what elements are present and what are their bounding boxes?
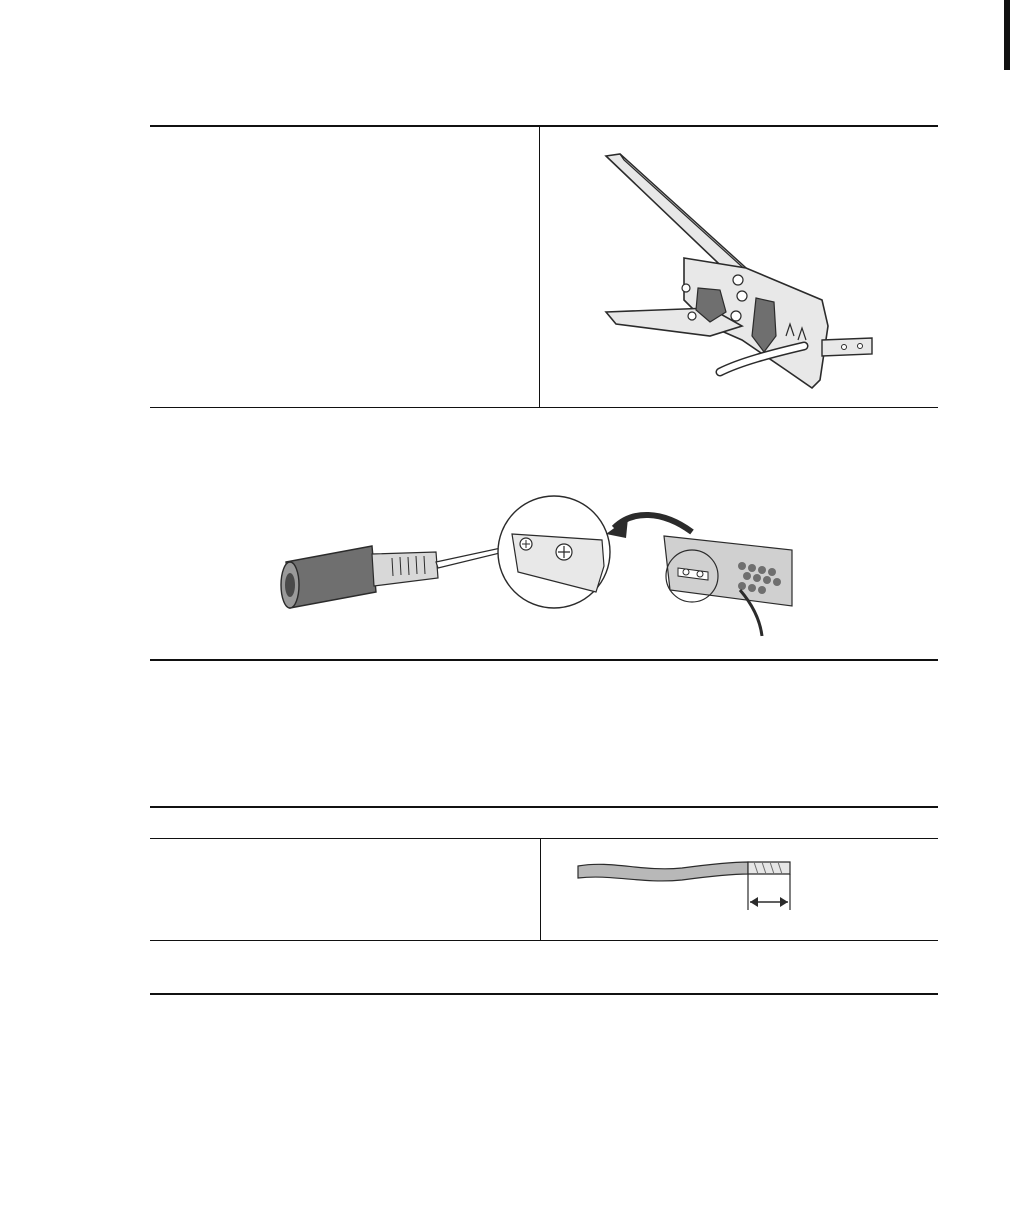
table-column-divider [539,126,540,407]
page-edge-marker [1004,0,1010,70]
table2-top-rule [150,806,938,808]
stripped-wire-icon [572,852,802,916]
stripped-wire-figure [572,852,802,916]
table-top-rule [150,125,938,127]
table2-header-rule [150,838,938,839]
table-bottom-rule [150,407,938,408]
crimping-tool-icon [560,140,900,400]
crimping-tool-figure [560,140,900,400]
table2-row-rule [150,940,938,941]
section-rule [150,659,938,661]
table2-bottom-rule [150,993,938,995]
screwdriver-and-panel-icon [272,488,812,644]
table2-column-divider [540,839,541,940]
screwdriver-panel-figure [272,488,812,644]
